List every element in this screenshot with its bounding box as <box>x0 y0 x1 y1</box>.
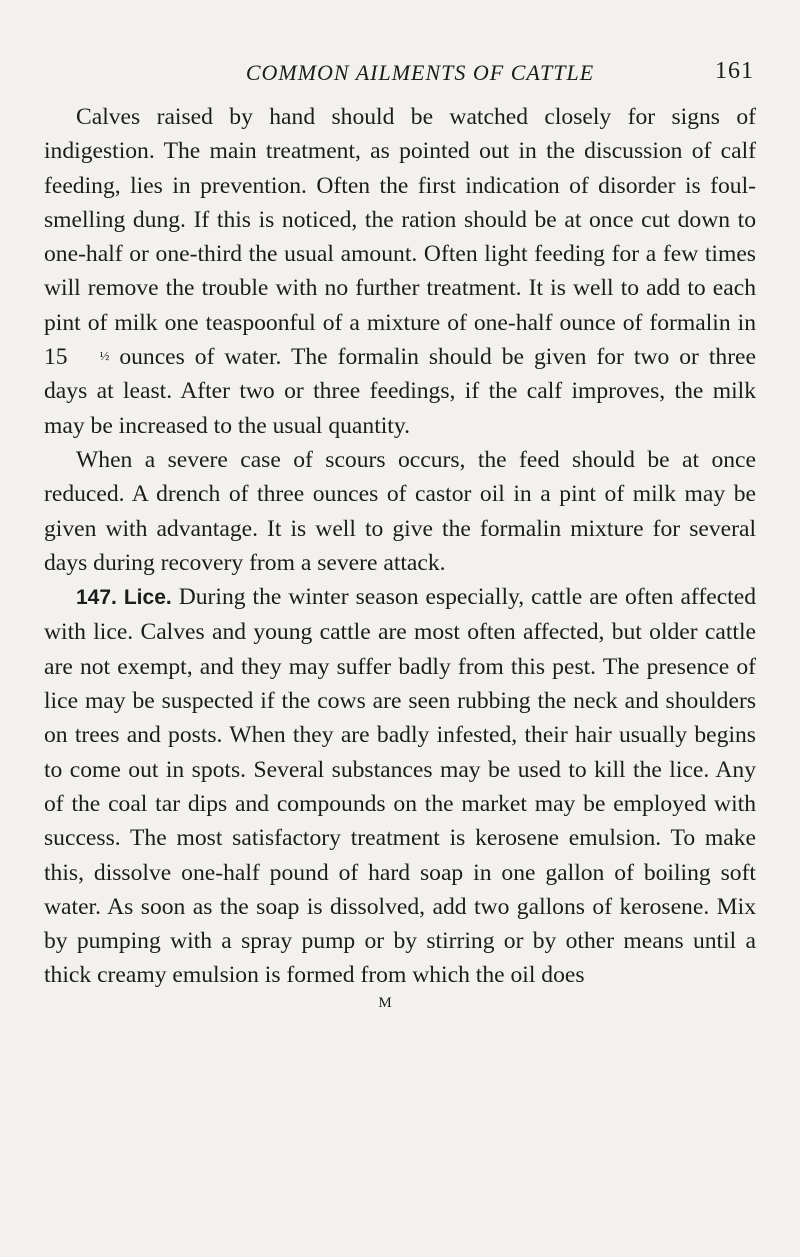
paragraph-lice <box>44 580 756 993</box>
paragraph-indigestion <box>44 100 756 443</box>
paragraph-text: Calves raised by hand should be watched closely for signs of indigestion. The main treatment, as pointed out in the discussion of calf feeding, lies in prevention. Often the first indication of disorder is foul-smelling dung. If this is noticed, the ration should be at once cut down to one-half or one-third the usual amount. Often light feeding for a few times will remove the trouble with no further treatment. It is well to add to each pint of milk one teaspoonful of a mixture of one-half ounce of formalin in 15 <box>44 104 756 371</box>
signature-mark: M <box>378 994 392 1011</box>
page-number: 161 <box>715 58 754 84</box>
paragraph-text: During the winter season especially, cattle are often affected with lice. Calves and young cattle are most often affected, but older cattle are not exempt, and they may suffer badly from this pest. The presence of lice may be suspected if the cows are seen rubbing the neck and shoulders on trees and posts. When they are badly infested, their hair usually begins to come out in spots. Several substances may be used to kill the lice. Any of the coal tar dips and compounds on the market may be employed with success. The most satisfactory treatment is kerosene emulsion. To make this, dissolve one-half pound of hard soap in one gallon of boiling soft water. As soon as the soap is dissolved, add two gallons of kerosene. Mix by pumping with a spray pump or by stirring or by other means until a thick creamy emulsion is formed from which the oil does <box>44 584 756 989</box>
body-text <box>44 100 756 993</box>
running-head <box>44 58 756 100</box>
running-title: COMMON AILMENTS OF CATTLE <box>245 60 595 85</box>
section-heading: Lice. <box>123 586 172 610</box>
book-page <box>44 58 756 1012</box>
paragraph-scours: When a severe case of scours occurs, the feed should be at once reduced. A drench of three ounces of castor oil in a pint of milk may be given with advantage. It is well to give the formalin mixture for several days during recovery from a severe attack. <box>44 446 756 576</box>
paragraph-text: ounces of water. The formalin should be given for two or three days at least. After two or three feedings, if the calf improves, the milk may be increased to the usual quantity. <box>44 344 756 439</box>
fraction-half: ½ <box>99 348 110 364</box>
section-number: 147. <box>76 586 117 610</box>
